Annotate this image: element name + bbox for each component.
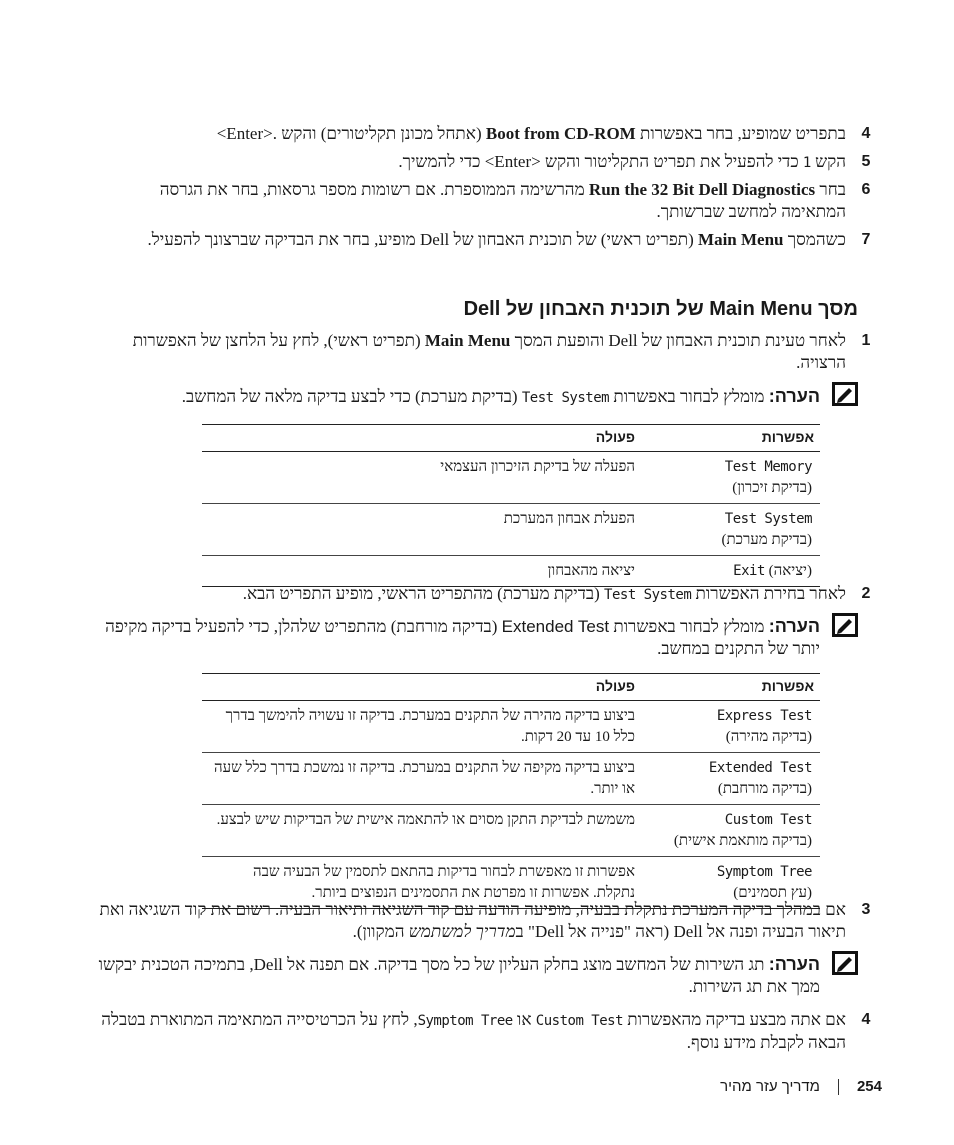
action-cell: אפשרות זו מאפשרת לבחור בדיקות בהתאם לתסמין של הבעיה שבה נתקלת. אפשרות זו מפרטת את התסמינים הנפוצים ביותר. <box>202 857 641 909</box>
note-text: מומלץ לבחור באפשרות <box>613 387 765 406</box>
step-text: כדי להפעיל את תפריט התקליטור והקש <box>544 152 799 171</box>
step-number: 7 <box>861 231 871 248</box>
action-cell: יציאה מהאבחון <box>202 556 641 587</box>
column-header-action: פעולה <box>202 674 641 701</box>
step-text: בתפריט שמופיע, בחר באפשרות <box>639 124 846 143</box>
table-row <box>202 805 820 857</box>
note-text: (בדיקת מערכת) כדי לבצע בדיקה מלאה של המחשב. <box>181 387 518 406</box>
step-4 <box>95 123 871 145</box>
option-cell <box>641 701 820 753</box>
table-row <box>202 504 820 556</box>
section-heading: מסך Main Menu של תוכנית האבחון של Dell <box>463 298 858 320</box>
step-text: מהרשימה הממוספרת. אם רשומות מספר גרסאות, בחר את הגרסה המתאימה למחשב שברשותך. <box>159 180 846 221</box>
option-english: Custom Test <box>724 812 812 828</box>
main-menu-step-3 <box>95 899 871 943</box>
step-text: המקוון). <box>352 922 409 941</box>
option-code: Test System <box>521 390 610 406</box>
table-header-row <box>202 425 820 452</box>
step-number: 2 <box>861 585 871 602</box>
option-cell <box>641 452 820 504</box>
option-hebrew: (עץ תסמינים) <box>733 885 812 901</box>
key-code: 1 <box>802 155 811 171</box>
option-code: Custom Test <box>535 1013 624 1029</box>
note-pencil-icon <box>832 951 858 975</box>
step-text: אם במהלך בדיקה המערכת נתקלת בבעיה, מופיעה הודעה עם קוד השגיאה ותיאור הבעיה. רשום את קוד השגיאה ואת תיאור הבעיה ופנה אל Dell (ראה "פנייה אל Dell" ב <box>99 900 846 941</box>
step-text: בחר <box>819 180 846 199</box>
option-english: Exit <box>733 563 765 579</box>
note-label: הערה: <box>768 954 820 974</box>
step-text: לאחר טעינת תוכנית האבחון של Dell והופעת המסך <box>514 331 846 350</box>
option-cell <box>641 556 820 587</box>
option-hebrew: (בדיקה מהירה) <box>725 729 812 745</box>
action-cell: משמשת לבדיקת התקן מסוים או להתאמה אישית של הבדיקות שיש לבצע. <box>202 805 641 857</box>
step-5 <box>95 151 871 174</box>
step-text: (תפריט ראשי), לחץ על הלחצן של האפשרות הרצויה. <box>132 331 846 372</box>
step-text: לאחר בחירת האפשרות <box>695 584 846 603</box>
option-english: Symptom Tree <box>716 864 812 880</box>
step-text: כשהמסך <box>787 230 846 249</box>
note-3 <box>95 953 820 998</box>
action-cell: הפעלת אבחון המערכת <box>202 504 641 556</box>
table-header-row <box>202 674 820 701</box>
option-hebrew: (בדיקת זיכרון) <box>732 480 812 496</box>
action-cell: הפעלה של בדיקת הזיכרון העצמאי <box>202 452 641 504</box>
option-english: Express Test <box>716 708 812 724</box>
step-number: 1 <box>861 332 871 349</box>
options-table-1 <box>202 424 820 587</box>
key-name: <Enter>. <box>216 124 277 143</box>
note-2 <box>95 615 820 660</box>
option-english: Test System <box>724 511 812 527</box>
column-header-option: אפשרות <box>641 674 820 701</box>
step-number: 3 <box>861 901 871 918</box>
table-row <box>202 701 820 753</box>
action-cell: ביצוע בדיקה מקיפה של התקנים במערכת. בדיקה זו נמשכת בדרך כלל שעה או יותר. <box>202 753 641 805</box>
option-name: Main Menu <box>424 331 511 350</box>
column-header-option: אפשרות <box>641 425 820 452</box>
step-text: , לחץ על הכרטיסייה המתאימה המתוארת בטבלה הבאה לקבלת מידע נוסף. <box>101 1010 846 1052</box>
option-hebrew: (בדיקה מותאמת אישית) <box>673 833 812 849</box>
step-number: 4 <box>861 125 871 142</box>
option-english: Test Memory <box>724 459 812 475</box>
option-cell <box>641 805 820 857</box>
option-code: Test System <box>604 587 692 603</box>
option-name: Extended Test <box>501 617 610 636</box>
table-row <box>202 753 820 805</box>
guide-name: מדריך עזר מהיר <box>720 1078 820 1095</box>
guide-title: מדריך למשתמש <box>408 922 516 941</box>
note-pencil-icon <box>832 382 858 406</box>
step-text: (תפריט ראשי) של תוכנית האבחון של Dell מופיע, בחר את הבדיקה שברצונך להפעיל. <box>147 230 694 249</box>
option-name: Boot from CD-ROM <box>485 124 636 143</box>
option-cell <box>641 753 820 805</box>
step-6 <box>95 179 871 223</box>
step-text: אם אתה מבצע בדיקה מהאפשרות <box>627 1010 846 1029</box>
action-cell: ביצוע בדיקה מהירה של התקנים במערכת. בדיקה זו עשויה להימשך בדרך כלל 10 עד 20 דקות. <box>202 701 641 753</box>
note-label: הערה: <box>768 386 820 406</box>
option-code: Symptom Tree <box>417 1013 513 1029</box>
option-cell <box>641 504 820 556</box>
option-hebrew: (בדיקה מורחבת) <box>717 781 812 797</box>
note-text: תג השירות של המחשב מוצג בחלק העליון של כל מסך בדיקה. אם תפנה אל Dell, בתמיכה הטכנית יבקשו ממך את תג השירות. <box>98 955 820 996</box>
key-name: <Enter> <box>484 152 541 171</box>
option-hebrew: (יציאה) <box>768 563 812 579</box>
footer-divider <box>838 1079 839 1095</box>
table-row <box>202 556 820 587</box>
option-english: Extended Test <box>708 760 812 776</box>
step-text: הקש <box>815 152 846 171</box>
note-text: (בדיקה מורחבת) מהתפריט שלהלן, כדי להפעיל בדיקה מקיפה יותר של התקנים במחשב. <box>105 617 820 658</box>
main-menu-step-1 <box>95 330 871 374</box>
note-text: מומלץ לבחור באפשרות <box>613 617 765 636</box>
step-number: 6 <box>861 181 871 198</box>
table-row <box>202 452 820 504</box>
step-number: 5 <box>861 153 871 170</box>
main-menu-step-4 <box>95 1009 871 1054</box>
page-number: 254 <box>856 1078 882 1095</box>
page-footer <box>720 1078 882 1095</box>
step-text: (אתחל מכונן תקליטורים) והקש <box>281 124 482 143</box>
note-1 <box>95 385 820 409</box>
step-text: כדי להמשיך. <box>398 152 481 171</box>
column-header-action: פעולה <box>202 425 641 452</box>
step-text: (בדיקת מערכת) מהתפריט הראשי, מופיע התפריט הבא. <box>242 584 600 603</box>
step-text: או <box>516 1010 532 1029</box>
step-number: 4 <box>861 1011 871 1028</box>
option-hebrew: (בדיקת מערכת) <box>721 532 812 548</box>
note-label: הערה: <box>768 616 820 636</box>
option-name: Run the 32 Bit Dell Diagnostics <box>588 180 816 199</box>
option-name: Main Menu <box>698 230 784 249</box>
step-7 <box>95 229 871 251</box>
options-table-2 <box>202 673 820 909</box>
note-pencil-icon <box>832 613 858 637</box>
main-menu-step-2 <box>95 583 871 606</box>
